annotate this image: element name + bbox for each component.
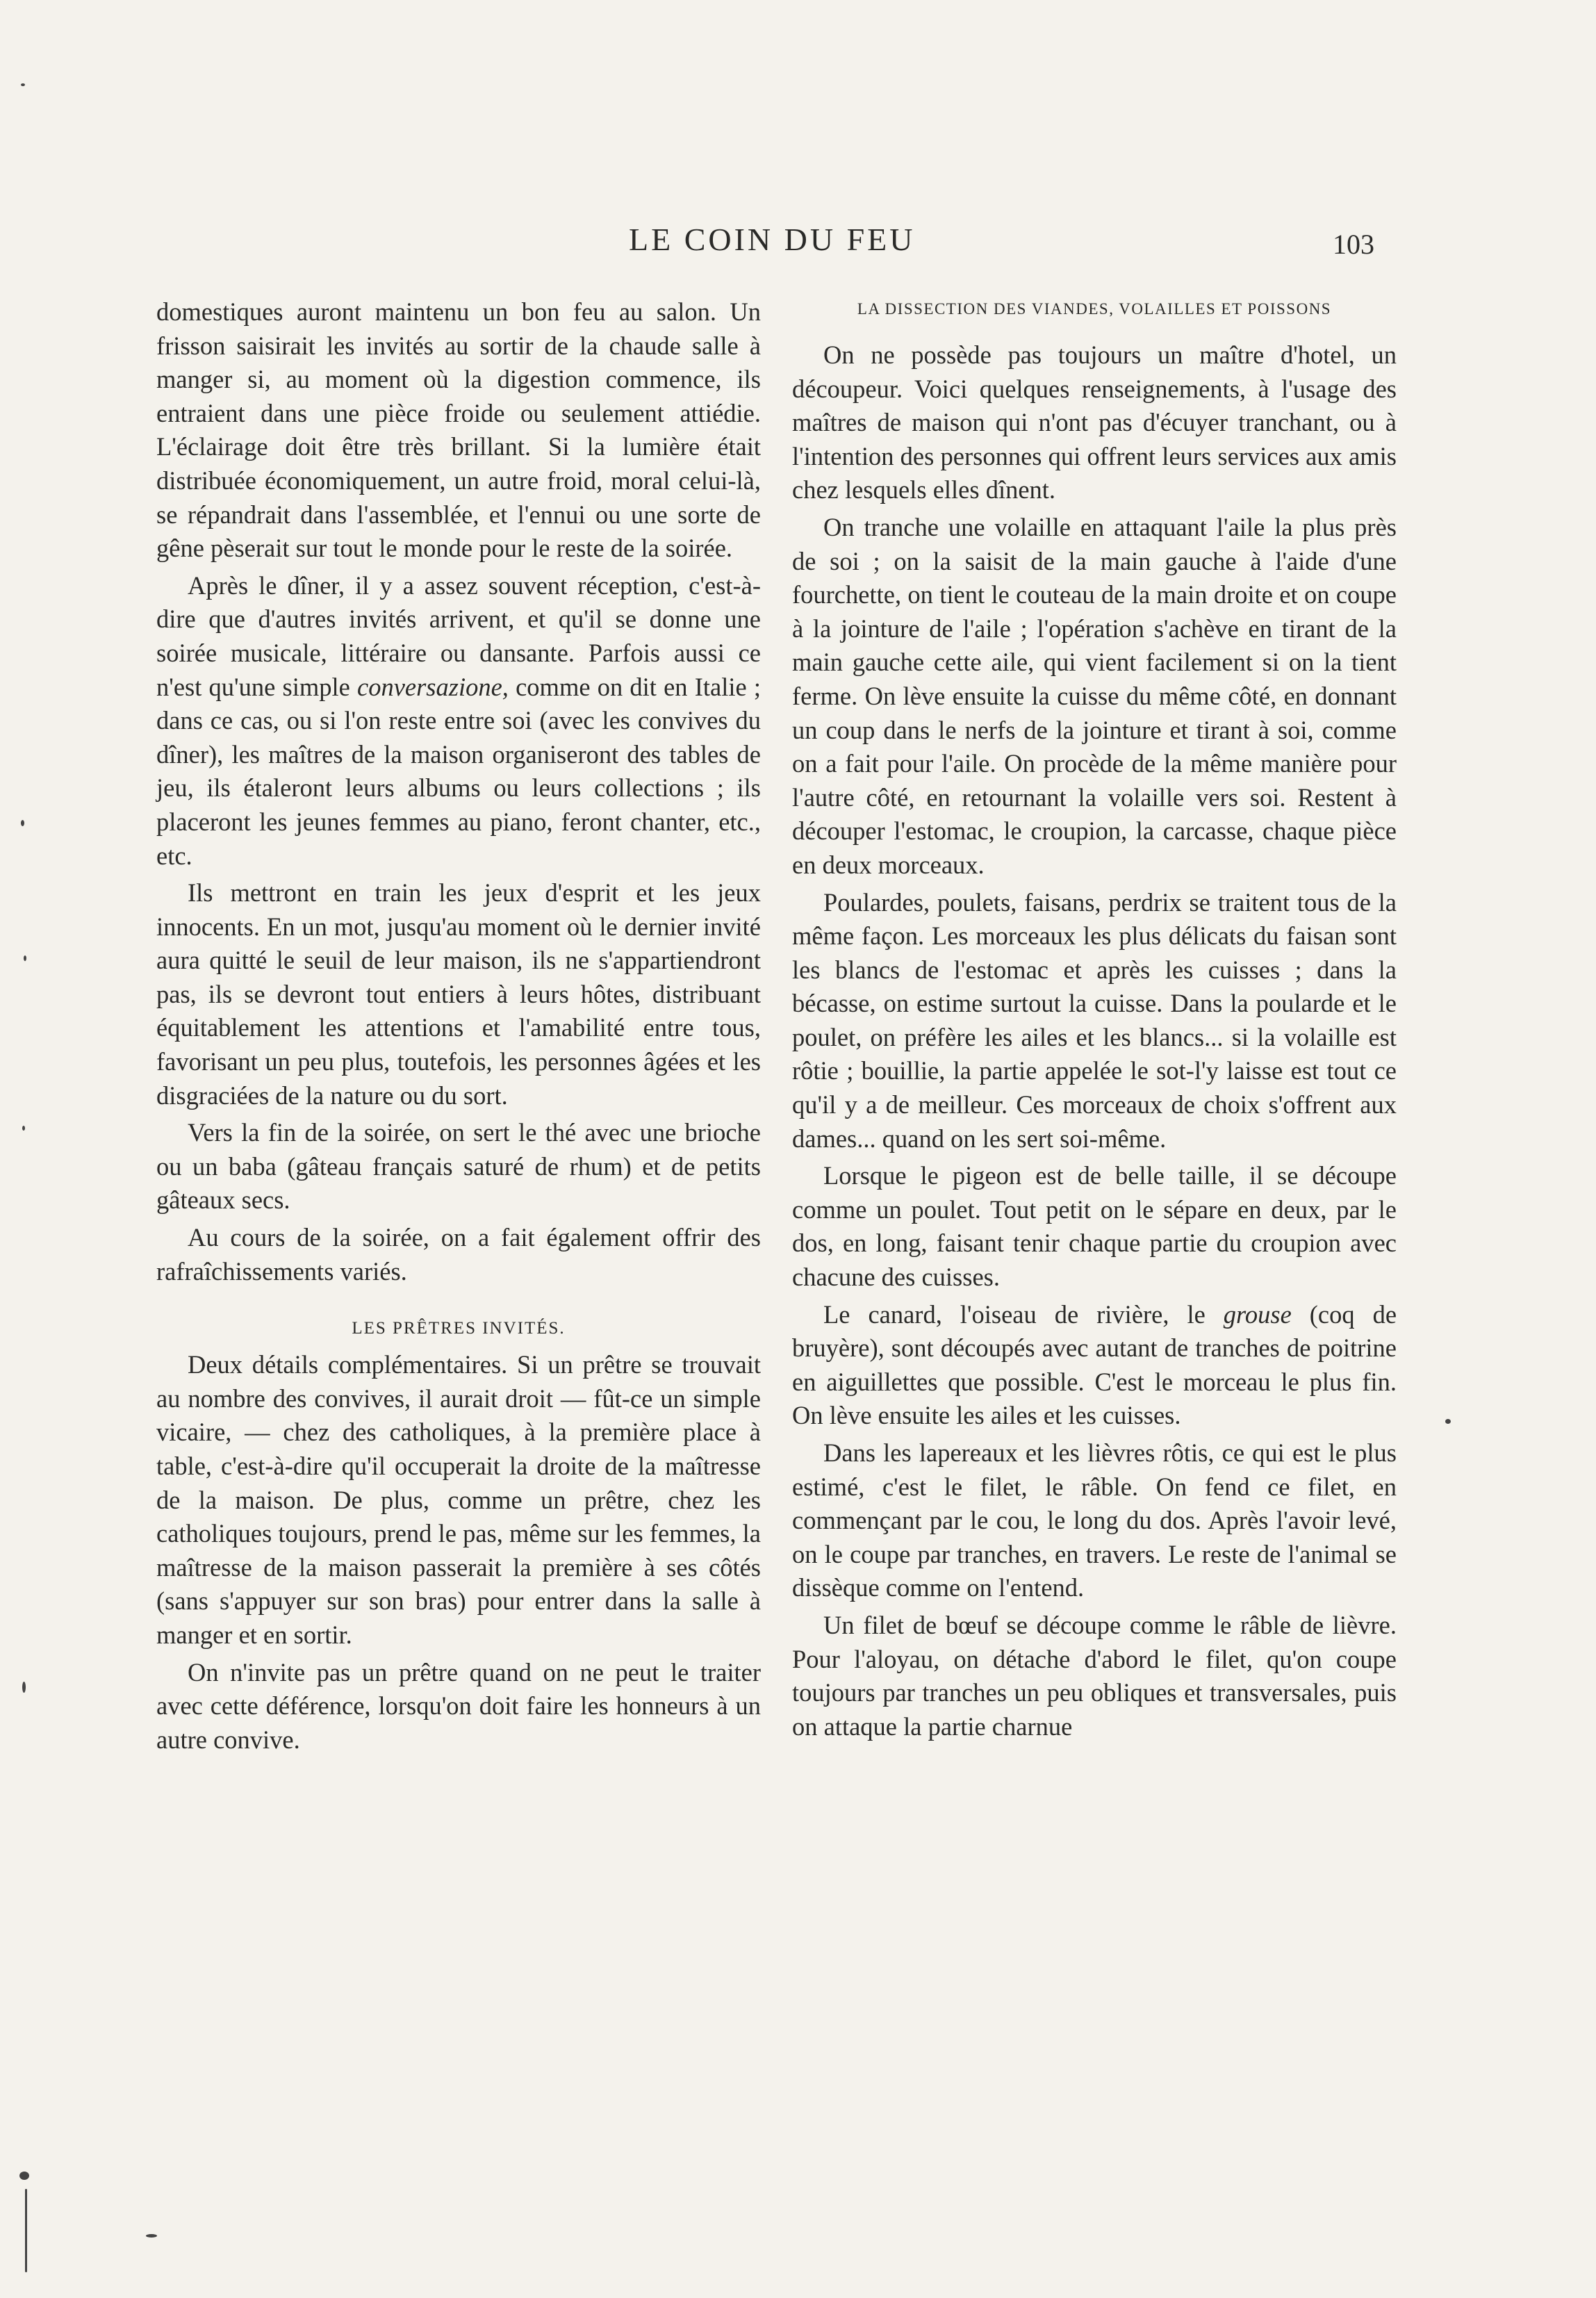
paragraph-text: comme on dit en Italie ; dans ce cas, ou si l'on reste entre soi (avec les convives du dîner), les maîtres de la maison organiseront des tables de jeu, ils étaleront leurs albums ou leurs collections ; ils placeront les jeunes femmes au piano, feront chanter, etc., etc. (156, 672, 761, 870)
paragraph (792, 1298, 1397, 1433)
page-header (0, 221, 1596, 263)
paragraph: On tranche une volaille en attaquant l'aile la plus près de soi ; on la saisit de la main gauche à l'aide d'une fourchette, on tient le couteau de la main droite et on coupe à la jointure de l'aile ; l'opération s'achève en tirant de la main gauche cette aile, qui vient facilement si on la tient ferme. On lève ensuite la cuisse du même côté, en donnant un coup dans le nerfs de la jointure et tirant à soi, comme on a fait pour l'aile. On procède de la même manière pour l'autre côté, en retournant la volaille vers soi. Restent à découper l'estomac, le croupion, la carcasse, chaque pièce en deux morceaux. (792, 512, 1397, 879)
italic-term: grouse (1223, 1299, 1292, 1329)
right-column (792, 295, 1397, 1747)
scan-speck (22, 1682, 26, 1693)
paragraph: Vers la fin de la soirée, on sert le thé avec une brioche ou un baba (gâteau français saturé de rhum) et de petits gâteaux secs. (156, 1118, 761, 1215)
page-number: 103 (1333, 229, 1374, 260)
paragraph: On n'invite pas un prêtre quand on ne peut le traiter avec cette déférence, lorsqu'on doit faire les honneurs à un autre convive. (156, 1657, 761, 1754)
scan-speck (22, 1126, 25, 1131)
scan-speck (21, 83, 25, 86)
italic-term: conversazione, (357, 672, 509, 701)
paragraph: Poulardes, poulets, faisans, perdrix se traitent tous de la même façon. Les morceaux les plus délicats du faisan sont les blancs de l'estomac et après les cuisses ; dans la bécasse, on estime surtout la cuisse. Dans la poularde et le poulet, on préfère les ailes et les blancs... si la volaille est rôtie ; bouillie, la partie appelée le sot-l'y laisse est tout ce qu'il y a de meilleur. Ces morceaux de choix s'offrent aux dames... quand on les sert soi-même. (792, 887, 1397, 1153)
paragraph-text: Le canard, l'oiseau de rivière, le (823, 1299, 1206, 1329)
scan-speck (19, 2172, 29, 2180)
paragraph: domestiques auront maintenu un bon feu au salon. Un frisson saisirait les invités au sortir de la chaude salle à manger si, au moment où la digestion commence, ils entraient dans une pièce froide ou seulement attiédie. L'éclairage doit être très brillant. Si la lumière était distribuée économiquement, un autre froid, moral celui-là, se répandrait dans l'assemblée, et l'ennui ou une sorte de gêne pèserait sur tout le monde pour le reste de la soirée. (156, 297, 761, 563)
paragraph: Deux détails complémentaires. Si un prêtre se trouvait au nombre des convives, il aurait droit — fût-ce un simple vicaire, — chez des catholiques, à la première place à table, c'est-à-dire qu'il occuperait la droite de la maîtresse de la maison. De plus, comme un prêtre, chez les catholiques toujours, prend le pas, même sur les femmes, la maîtresse de la maison passerait la première à ses côtés (sans s'appuyer sur son bras) pour entrer dans la salle à manger et en sortir. (156, 1350, 761, 1649)
paragraph: Lorsque le pigeon est de belle taille, il se découpe comme un poulet. Tout petit on le sépare en deux, par le dos, en long, faisant tenir chaque partie du croupion avec chacune des cuisses. (792, 1161, 1397, 1292)
scan-speck (146, 2234, 157, 2238)
paragraph: Ils mettront en train les jeux d'esprit et les jeux innocents. En un mot, jusqu'au moment où le dernier invité aura quitté le seuil de leur maison, ils ne s'appartiendront pas, ils se devront tout entiers à leurs hôtes, distribuant équitablement les attentions et l'amabilité entre tous, favorisant un peu plus, toutefois, les personnes âgées et les disgraciées de la nature ou du sort. (156, 878, 761, 1110)
scan-speck (24, 955, 26, 961)
running-title: LE COIN DU FEU (629, 222, 916, 257)
scan-speck (21, 820, 24, 826)
paragraph-text: (coq de bruyère), sont découpés avec autant de tranches de poitrine en aiguillettes que possible. C'est le morceau le plus fin. On lève ensuite les ailes et les cuisses. (792, 1299, 1397, 1430)
paragraph: Dans les lapereaux et les lièvres rôtis, ce qui est le plus estimé, c'est le filet, le râble. On fend ce filet, en commençant par le cou, le long du dos. Après l'avoir levé, on le coupe par tranches, en travers. Le reste de l'animal se dissèque comme on l'entend. (792, 1438, 1397, 1602)
paragraph (156, 569, 761, 873)
paragraph: Au cours de la soirée, on a fait également offrir des rafraîchissements variés. (156, 1223, 761, 1286)
scan-speck (1445, 1419, 1451, 1424)
section-heading: LA DISSECTION DES VIANDES, VOLAILLES ET POISSONS (857, 300, 1332, 318)
paragraph: Un filet de bœuf se découpe comme le râble de lièvre. Pour l'aloyau, on détache d'abord le filet, qu'on coupe toujours par tranches un peu obliques et transversales, puis on attaque la partie charnue (792, 1610, 1397, 1741)
section-heading: LES PRÊTRES INVITÉS. (352, 1319, 566, 1338)
scan-speck (25, 2189, 27, 2272)
paragraph: On ne possède pas toujours un maître d'hotel, un découpeur. Voici quelques renseignements, à l'usage des maîtres de maison qui n'ont pas d'écuyer tranchant, ou à l'intention des personnes qui offrent leurs services aux amis chez lesquels elles dînent. (792, 340, 1397, 504)
left-column (156, 295, 761, 1760)
paragraph-text: Après le dîner, il y a assez souvent réception, c'est-à-dire que d'autres invités arrivent, et qu'il se donne une soirée musicale, littéraire ou dansante. Parfois aussi ce n'est qu'une simple (156, 571, 761, 701)
